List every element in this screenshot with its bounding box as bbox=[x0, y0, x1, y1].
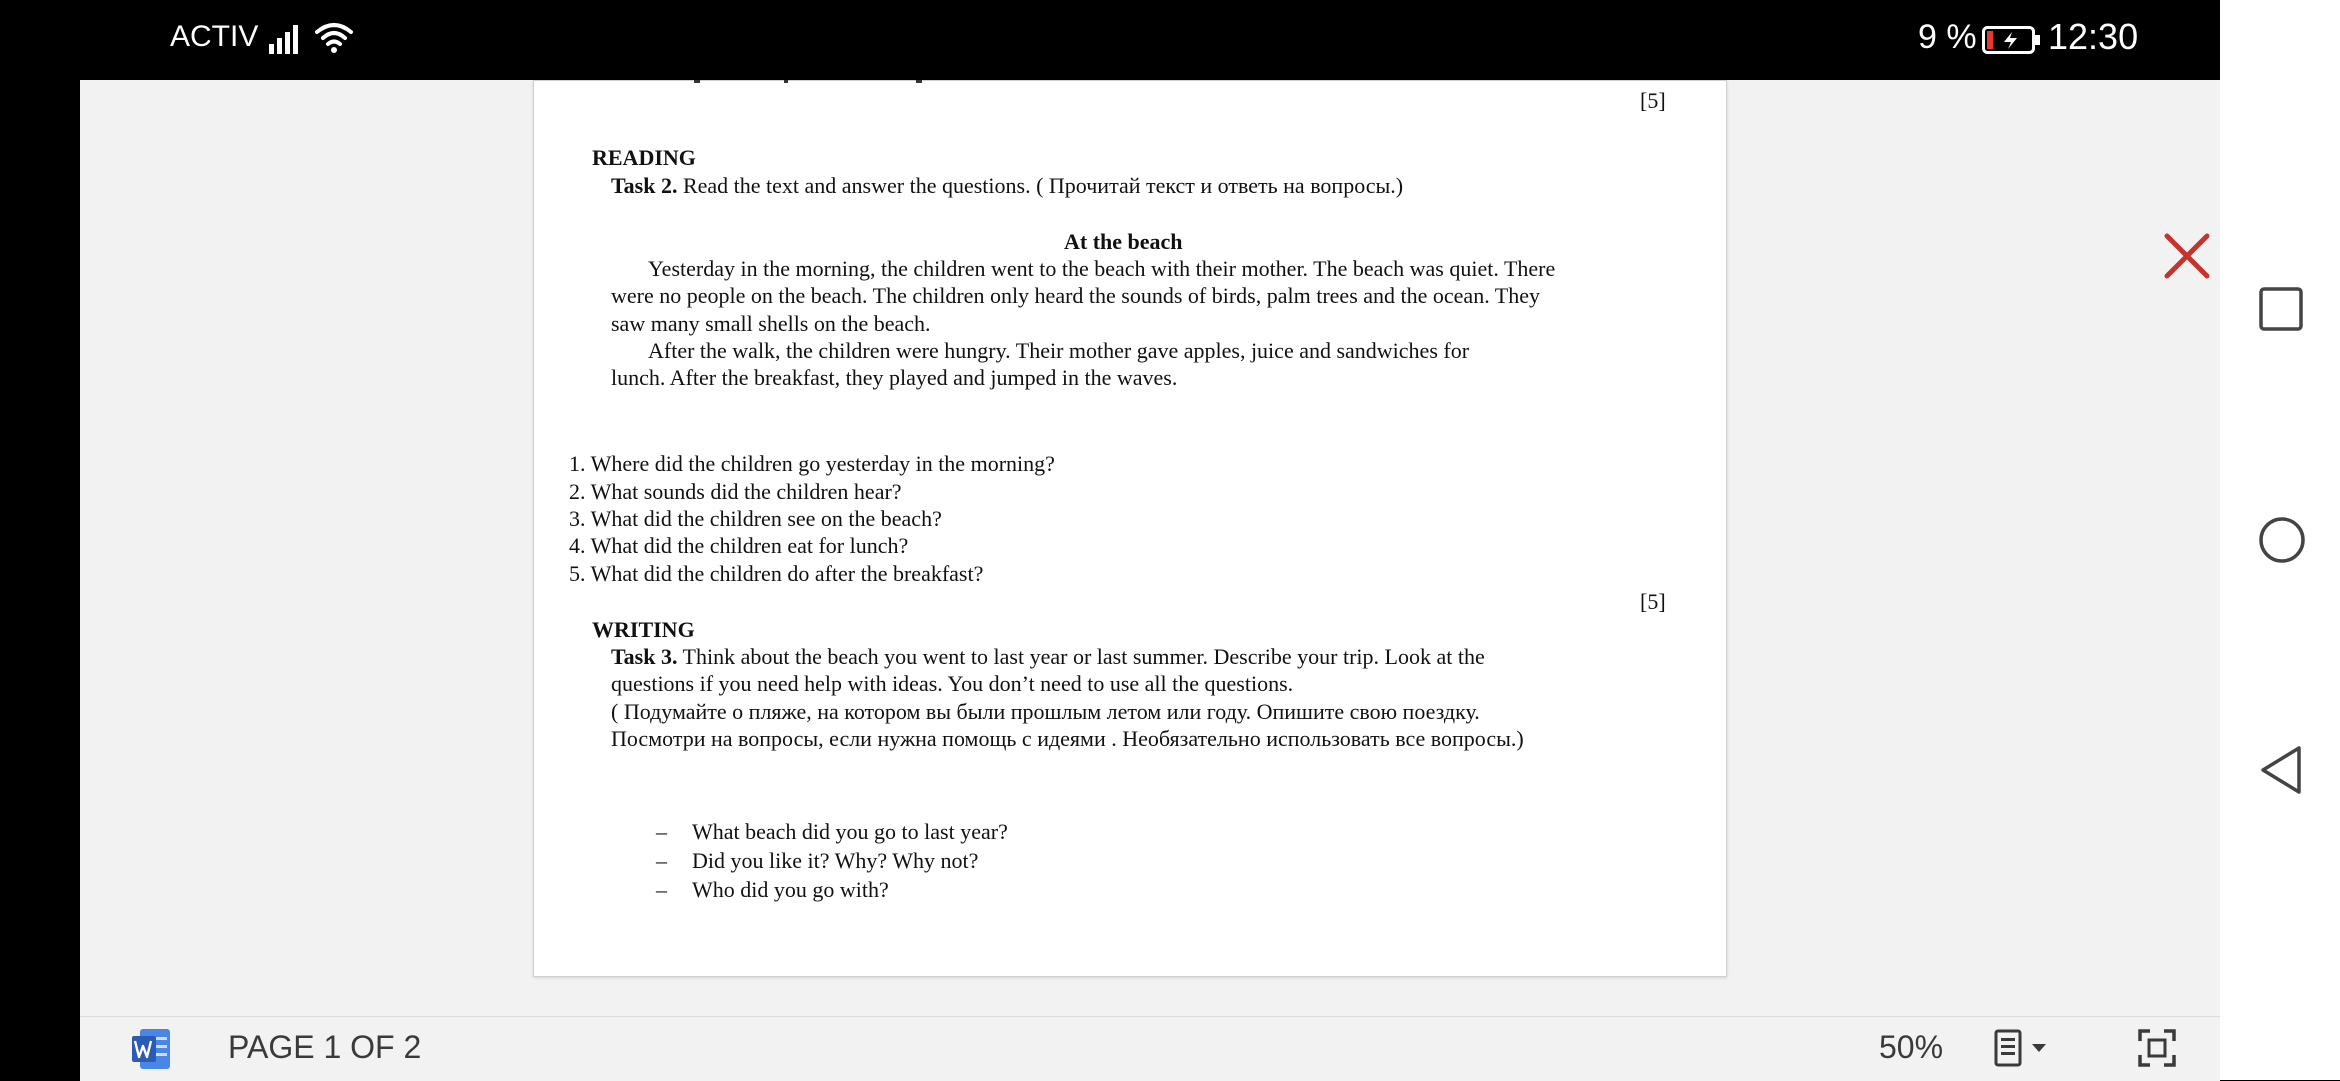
bottom-toolbar bbox=[80, 1016, 2220, 1081]
close-icon[interactable] bbox=[2163, 232, 2211, 280]
story-line: Yesterday in the morning, the children went to the beach with their mother. The beach was quiet. There bbox=[648, 256, 1556, 281]
task2-instruction bbox=[611, 172, 1403, 200]
question-item: 5. What did the children do after the breakfast? bbox=[569, 561, 984, 586]
square-icon[interactable] bbox=[2258, 286, 2304, 332]
story-line: After the walk, the children were hungry. Their mother gave apples, juice and sandwiches for bbox=[648, 338, 1470, 363]
navigation-bar bbox=[2220, 0, 2340, 1080]
page-indicator: PAGE 1 OF 2 bbox=[228, 1029, 422, 1065]
battery-percent: 9 % bbox=[1918, 18, 1977, 56]
bullet-dash: – bbox=[656, 877, 667, 902]
bullet-dash: – bbox=[656, 848, 667, 873]
story-line: were no people on the beach. The children only heard the sounds of birds, palm trees and the ocean. They bbox=[611, 283, 1540, 308]
triangle-back-icon[interactable] bbox=[2258, 744, 2304, 796]
signal-icon bbox=[268, 22, 304, 54]
zoom-level: 50% bbox=[1879, 1029, 1944, 1065]
story-line: saw many small shells on the beach. bbox=[611, 311, 931, 336]
task2-label: Task 2. bbox=[611, 173, 678, 198]
task3-label: Task 3. bbox=[611, 644, 678, 669]
score-mark: [5] bbox=[1640, 88, 1666, 113]
document-page bbox=[533, 80, 1727, 977]
bullet-item: What beach did you go to last year? bbox=[692, 819, 1008, 844]
question-item: 3. What did the children see on the beach? bbox=[569, 506, 942, 531]
bullet-item: Who did you go with? bbox=[692, 877, 889, 902]
carrier-name: ACTIV bbox=[170, 20, 259, 53]
fit-screen-icon[interactable] bbox=[2138, 1029, 2176, 1067]
question-item: 4. What did the children eat for lunch? bbox=[569, 533, 909, 558]
word-app-icon bbox=[130, 1027, 172, 1071]
story-title: At the beach bbox=[1064, 229, 1183, 254]
wifi-icon bbox=[314, 20, 354, 56]
question-item: 1. Where did the children go yesterday in the morning? bbox=[569, 451, 1055, 476]
task3-text: Think about the beach you went to last year or last summer. Describe your trip. Look at the bbox=[677, 644, 1485, 669]
writing-heading: WRITING bbox=[592, 617, 695, 642]
question-item: 2. What sounds did the children hear? bbox=[569, 479, 902, 504]
document-viewer[interactable] bbox=[80, 80, 2220, 1016]
document-view-icon[interactable] bbox=[1992, 1028, 2052, 1068]
clock: 12:30 bbox=[2048, 16, 2139, 57]
circle-icon[interactable] bbox=[2258, 516, 2306, 564]
cut-off-text-fragment bbox=[694, 80, 924, 87]
story-line: lunch. After the breakfast, they played and jumped in the waves. bbox=[611, 365, 1178, 390]
battery-icon bbox=[1982, 26, 2042, 54]
task3-line: ( Подумайте о пляже, на котором вы были прошлым летом или году. Опишите свою поездку. bbox=[611, 699, 1480, 724]
task3-line: questions if you need help with ideas. You don’t need to use all the questions. bbox=[611, 671, 1294, 696]
reading-heading: READING bbox=[592, 145, 696, 170]
score-mark: [5] bbox=[1640, 589, 1666, 614]
task3-instruction bbox=[611, 643, 1485, 671]
bullet-dash: – bbox=[656, 819, 667, 844]
status-bar bbox=[0, 0, 2220, 80]
bullet-item: Did you like it? Why? Why not? bbox=[692, 848, 979, 873]
task3-line: Посмотри на вопросы, если нужна помощь с идеями . Необязательно использовать все вопросы.) bbox=[611, 726, 1524, 751]
task2-text: Read the text and answer the questions. ( Прочитай текст и ответь на вопросы.) bbox=[677, 173, 1404, 198]
